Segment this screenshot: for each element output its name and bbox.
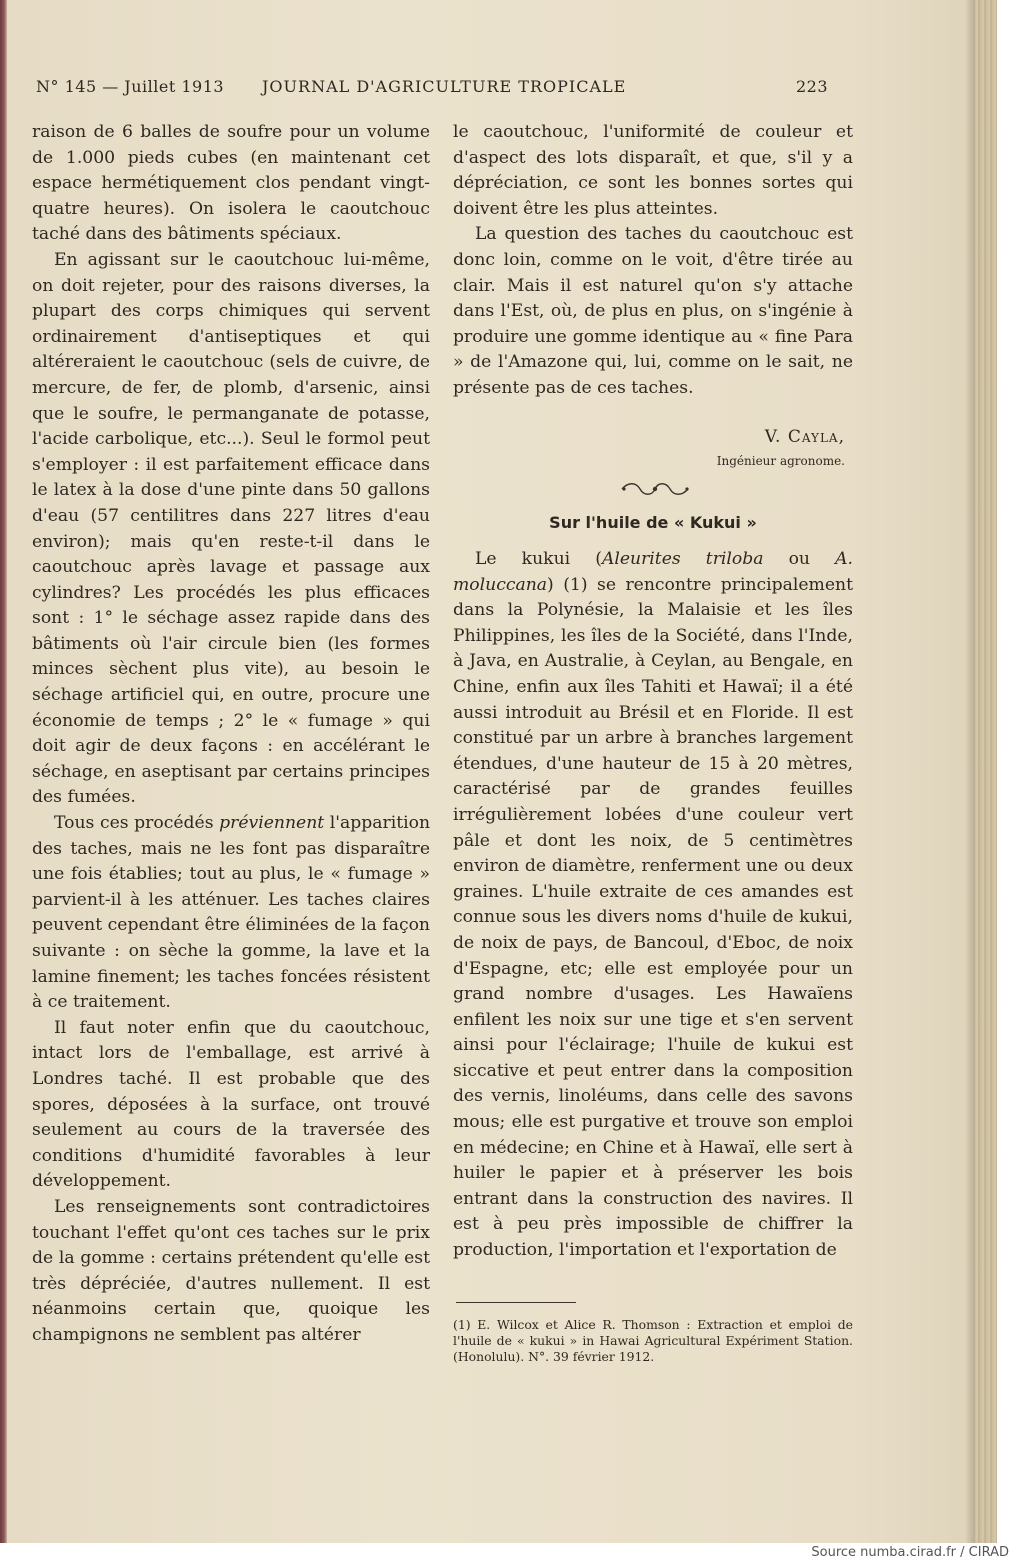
text-run: ou [763, 549, 836, 569]
footnote-text: (1) E. Wilcox et Alice R. Thomson : Extraction et emploi de l'huile de « kukui » in Hawai Agricultural Expériment Station. (Honolulu). N°. 39 février 1912. [453, 1317, 853, 1364]
paragraph: La question des taches du caoutchouc est donc loin, comme on le voit, d'être tirée au clair. Mais il est naturel qu'on s'y attache dans l'Est, où, de plus en plus, on s'ingénie à produire une gomme identique au « fine Para » de l'Amazone qui, lui, comme on le sait, ne présente pas de ces taches. [453, 224, 853, 398]
paragraph: le caoutchouc, l'uniformité de couleur et d'aspect des lots disparaît, et que, s'il y a dépréciation, ce sont les bonnes sortes qui doivent être les plus atteintes. [453, 122, 853, 219]
page-edge-shadow [965, 0, 975, 1543]
author-title: Ingénieur agronome. [716, 454, 845, 468]
species-name: A. moluccana [453, 549, 853, 595]
emphasis: préviennent [219, 813, 325, 834]
paragraph: Les renseignements sont contradictoires touchant l'effet qu'ont ces taches sur le prix de la gomme : certains prétendent qu'elle est très dépréciée, d'autres nullement. Il est néanmoins certain que, quoique les champignons ne semblent pas altérer [32, 1196, 430, 1345]
article-title: Sur l'huile de « Kukui » [549, 513, 757, 532]
running-header [36, 77, 828, 103]
right-column-top [453, 120, 853, 402]
source-credit: Source numba.cirad.fr / CIRAD [811, 1545, 1009, 1560]
right-column-article [453, 547, 853, 1264]
text-run: ) (1) se rencontre principalement dans la Polynésie, la Malaisie et les îles Philippines, les îles de la Société, dans l'Inde, à Java, en Australie, à Ceylan, au Bengale, en Chine, enfin aux îles Tahiti et Hawaï; il a été aussi introduit au Brésil et en Floride. Il est constitué par un arbre à branches largement étendues, d'une hauteur de 15 à 20 mètres, caractérisé par de grandes feuilles irrégulièrement lobées d'une couleur vert pâle et dont les noix, de 5 centimètres environ de diamètre, renferment une ou deux graines. L'huile extraite de ces amandes est connue sous les divers noms d'huile de kukui, de noix de pays, de Bancoul, d'Eboc, de noix d'Espagne, etc; elle est employée pour un grand nombre d'usages. Les Hawaïens enfilent les noix sur une tige et s'en servent ainsi pour l'éclairage; l'huile de kukui est siccative et peut entrer dans la composition des vernis, linoléums, dans celle des savons mous; elle est purgative et trouve son emploi en médecine; en Chine et à Hawaï, elle sert à huiler le papier et à préserver les bois entrant dans la construction des navires. Il est à peu près impossible de chiffrer la production, l'importation et l'exportation de [453, 574, 853, 1261]
footnote [453, 1317, 853, 1365]
page-edge-stack [975, 0, 997, 1543]
paragraph: raison de 6 balles de soufre pour un volume de 1.000 pieds cubes (en maintenant cet espace hermétiquement clos pendant vingt-quatre heures). On isolera le caoutchouc taché dans des bâtiments spéciaux. [32, 122, 430, 245]
issue-number: N° 145 — Juillet 1913 [36, 77, 225, 96]
author-signature: V. Cayla, [764, 427, 845, 447]
paragraph [453, 547, 853, 1264]
book-spine [0, 0, 7, 1543]
footnote-rule [456, 1302, 576, 1303]
paragraph: Il faut noter enfin que du caoutchouc, intact lors de l'emballage, est arrivé à Londres taché. Il est probable que des spores, déposées à la surface, ont trouvé seulement au cours de la traversée des conditions d'humidité favorables à leur développement. [32, 1017, 430, 1192]
journal-title: JOURNAL D'AGRICULTURE TROPICALE [262, 77, 627, 96]
ornament-divider [618, 480, 693, 498]
paragraph: En agissant sur le caoutchouc lui-même, on doit rejeter, pour des raisons diverses, la plupart des corps chimiques qui servent ordinairement d'antiseptiques et qui altéreraient le caoutchouc (sels de cuivre, de mercure, de fer, de plomb, d'arsenic, ainsi que le soufre, le permanganate de potasse, l'acide carbolique, etc...). Seul le formol peut s'employer : il est parfaitement efficace dans le latex à la dose d'une pinte dans 50 gallons d'eau (57 centilitres dans 227 litres d'eau environ); mais qu'en reste-t-il dans le caoutchouc après lavage et passage aux cylindres? Les procédés les plus efficaces sont : 1° le séchage assez rapide dans des bâtiments où l'air circule bien (les formes minces sèchent plus vite), au besoin le séchage artificiel qui, en outre, procure une économie de temps ; 2° le « fumage » qui doit agir de deux façons : en accélérant le séchage, en aseptisant par certains principes des fumées. [32, 249, 430, 808]
text-run: Le kukui ( [475, 549, 602, 569]
text-run: Tous ces procédés [54, 813, 220, 834]
species-name: Aleurites triloba [601, 549, 764, 569]
left-column [32, 120, 430, 1349]
page-number: 223 [795, 77, 828, 96]
text-run: l'apparition des taches, mais ne les font pas disparaître une fois établies; tout au plus, le « fumage » parvient-il à les atténuer. Les taches claires peuvent cependant être éliminées de la façon suivante : on sèche la gomme, la lave et la lamine finement; les taches foncées résistent à ce traitement. [32, 813, 431, 1013]
paragraph [32, 811, 430, 1016]
